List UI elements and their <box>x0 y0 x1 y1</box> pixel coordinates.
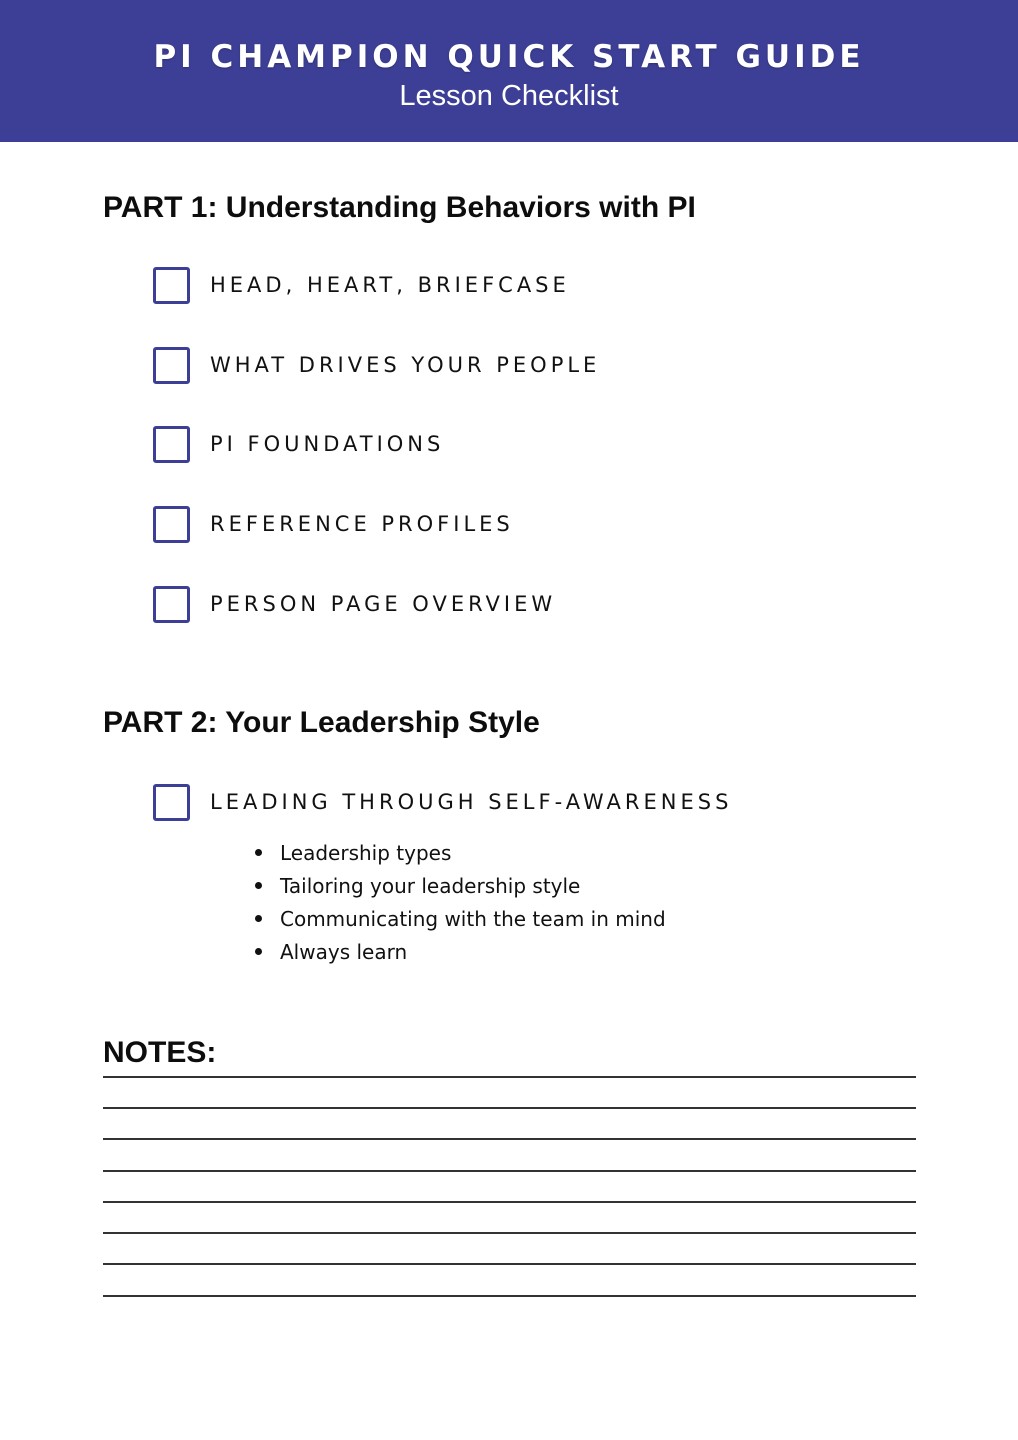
list-item <box>255 836 666 869</box>
part2-heading: PART 2: Your Leadership Style <box>103 706 540 739</box>
checklist-item-reference-profiles[interactable] <box>153 504 514 544</box>
list-item-text: Leadership types <box>280 840 452 865</box>
part1-heading: PART 1: Understanding Behaviors with PI <box>103 191 696 224</box>
notes-heading: NOTES: <box>103 1036 217 1069</box>
list-item-text: Always learn <box>280 939 408 964</box>
list-item <box>255 935 666 968</box>
checklist-item-label: REFERENCE PROFILES <box>210 512 514 536</box>
notes-line <box>103 1232 916 1234</box>
checkbox[interactable] <box>153 426 190 463</box>
checklist-item-label: WHAT DRIVES YOUR PEOPLE <box>210 353 601 377</box>
notes-line <box>103 1201 916 1203</box>
checkbox[interactable] <box>153 784 190 821</box>
notes-line <box>103 1170 916 1172</box>
bullet-icon <box>255 849 262 856</box>
notes-line <box>103 1295 916 1297</box>
checklist-item-person-page-overview[interactable] <box>153 584 556 624</box>
notes-line <box>103 1076 916 1078</box>
checklist-item-label: LEADING THROUGH SELF-AWARENESS <box>210 790 733 814</box>
checkbox[interactable] <box>153 347 190 384</box>
list-item-text: Communicating with the team in mind <box>280 906 666 931</box>
list-item-text: Tailoring your leadership style <box>280 873 581 898</box>
header-banner <box>0 0 1018 142</box>
checkbox[interactable] <box>153 586 190 623</box>
checklist-item-head-heart-briefcase[interactable] <box>153 265 570 305</box>
bullet-list <box>255 836 666 968</box>
notes-line <box>103 1263 916 1265</box>
bullet-icon <box>255 948 262 955</box>
checklist-item-label: HEAD, HEART, BRIEFCASE <box>210 273 570 297</box>
notes-line <box>103 1107 916 1109</box>
checklist-item-label: PERSON PAGE OVERVIEW <box>210 592 557 616</box>
bullet-icon <box>255 882 262 889</box>
page-subtitle: Lesson Checklist <box>399 80 619 112</box>
checkbox[interactable] <box>153 506 190 543</box>
notes-line <box>103 1138 916 1140</box>
list-item <box>255 869 666 902</box>
checklist-item-label: PI FOUNDATIONS <box>210 432 445 456</box>
list-item <box>255 902 666 935</box>
checklist-item-pi-foundations[interactable] <box>153 424 444 464</box>
checkbox[interactable] <box>153 267 190 304</box>
checklist-item-what-drives-your-people[interactable] <box>153 345 600 385</box>
page-title: PI CHAMPION QUICK START GUIDE <box>153 39 865 75</box>
checklist-item-leading-through-self-awareness[interactable] <box>153 782 732 822</box>
bullet-icon <box>255 915 262 922</box>
